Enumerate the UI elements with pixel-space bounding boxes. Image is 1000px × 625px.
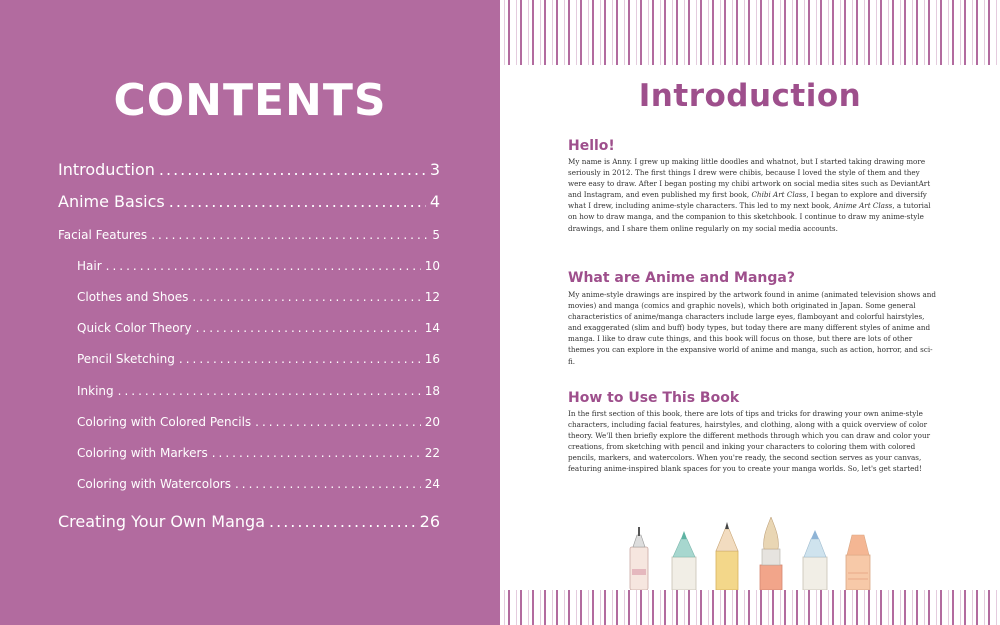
bottom-stripe-border: [500, 590, 1000, 625]
toc-label: Clothes and Shoes: [77, 290, 189, 304]
toc-label: Facial Features: [58, 228, 148, 242]
toc-entry-pencil-sketching[interactable]: [77, 352, 440, 366]
text-run: , I began to explore and diversify what I drew, including anime-style characters. This led to my next book,: [568, 190, 927, 211]
toc-label: Inking: [77, 384, 114, 398]
paint-brush-icon: [760, 517, 782, 590]
toc-page: 26: [419, 512, 440, 531]
book-title-chibi: Chibi Art Class: [751, 190, 807, 200]
toc-label: Pencil Sketching: [77, 352, 175, 366]
toc-leader: [179, 352, 421, 366]
toc-page: 22: [424, 446, 440, 460]
toc-leader: [212, 446, 421, 460]
section-heading-hello: Hello!: [568, 138, 615, 154]
toc-page: 16: [424, 352, 440, 366]
toc-label: Hair: [77, 259, 102, 273]
section-heading-anime-manga: What are Anime and Manga?: [568, 270, 795, 286]
toc-label: Introduction: [58, 160, 155, 179]
fineliner-pen-icon: [630, 527, 648, 590]
introduction-page: [500, 0, 1000, 625]
toc-leader: [235, 477, 421, 491]
section-text-how-to-use: In the first section of this book, there are lots of tips and tricks for drawing your own anime-style characters, including facial features, hairstyles, and clothing, along with a quick overview of color theory. We'll then briefly explore the different methods through which you can draw and color your creations, from sketching with pencil and inking your characters to coloring them with colored pencils, markers, and watercolors. When you're ready, the second section serves as your canvas, featuring anime-inspired blank spaces for you to create your manga worlds. So, let's get started!: [568, 409, 931, 474]
toc-label: Coloring with Markers: [77, 446, 208, 460]
section-text-hello: [568, 156, 938, 234]
pencil-icon: [716, 522, 738, 590]
toc-label: Coloring with Watercolors: [77, 477, 231, 491]
toc-entry-creating-your-own-manga[interactable]: [58, 512, 440, 531]
toc-page: 4: [429, 192, 440, 211]
text-run: , a tutorial on how to draw manga, and the companion to this sketchbook. I continue to draw my anime-style drawings, and I share them online regularly on my social media accounts.: [568, 201, 931, 233]
peach-crayon-icon: [846, 535, 870, 590]
toc-entry-anime-basics[interactable]: [58, 192, 440, 211]
text-run: My name is Anny. I grew up making little doodles and whatnot, but I started taking drawing more seriously in 2012. The first things I drew were chibis, because I loved the style of them and they were easy to draw. After I began posting my chibi artwork on social media sites such as DeviantArt and Instagram, and even published my first book,: [568, 157, 931, 200]
toc-page: 10: [424, 259, 440, 273]
toc-entry-inking[interactable]: [77, 384, 440, 398]
lavender-marker-icon: [803, 530, 827, 590]
contents-title: CONTENTS: [113, 75, 387, 126]
toc-leader: [255, 415, 421, 429]
toc-entry-introduction[interactable]: [58, 160, 440, 179]
teal-marker-icon: [672, 531, 696, 590]
toc-entry-clothes-and-shoes[interactable]: [77, 290, 440, 304]
introduction-title: Introduction: [638, 78, 862, 114]
toc-entry-coloring-with-markers[interactable]: [77, 446, 440, 460]
toc-leader: [118, 384, 421, 398]
toc-leader: [159, 160, 426, 179]
toc-leader: [196, 321, 421, 335]
toc-page: 3: [429, 160, 440, 179]
toc-label: Coloring with Colored Pencils: [77, 415, 252, 429]
toc-entry-coloring-with-colored-pencils[interactable]: [77, 415, 440, 429]
toc-leader: [269, 512, 416, 531]
toc-label: Quick Color Theory: [77, 321, 192, 335]
book-title-anime: Anime Art Class: [833, 201, 893, 211]
toc-page: 18: [424, 384, 440, 398]
toc-entry-coloring-with-watercolors[interactable]: [77, 477, 440, 491]
toc-page: 12: [424, 290, 440, 304]
toc-leader: [169, 192, 426, 211]
toc-leader: [192, 290, 420, 304]
toc-label: Anime Basics: [58, 192, 165, 211]
toc-page: 14: [424, 321, 440, 335]
section-text-anime-manga: My anime-style drawings are inspired by the artwork found in anime (animated television shows and movies) and manga (comics and graphic novels), which both originated in Japan. Some general characteristics of anime/manga characters include large eyes, flamboyant and colorful hairstyles, and exaggerated (slim and buff) body types, but today there are many different styles of anime and manga. I like to draw cute things, and this book will focus on those, but there are lots of other themes you can explore in the expansive world of anime and manga, such as action, horror, and sci-fi.: [568, 290, 937, 366]
top-stripe-border: [500, 0, 1000, 65]
toc-entry-quick-color-theory[interactable]: [77, 321, 440, 335]
art-tools-illustration: [628, 517, 888, 590]
toc-page: 24: [424, 477, 440, 491]
section-heading-how-to-use: How to Use This Book: [568, 390, 740, 406]
toc-label: Creating Your Own Manga: [58, 512, 266, 531]
toc-leader: [151, 228, 428, 242]
toc-entry-hair[interactable]: [77, 259, 440, 273]
toc-entry-facial-features[interactable]: [58, 228, 440, 242]
toc-page: 20: [424, 415, 440, 429]
toc-page: 5: [432, 228, 440, 242]
toc-leader: [106, 259, 421, 273]
